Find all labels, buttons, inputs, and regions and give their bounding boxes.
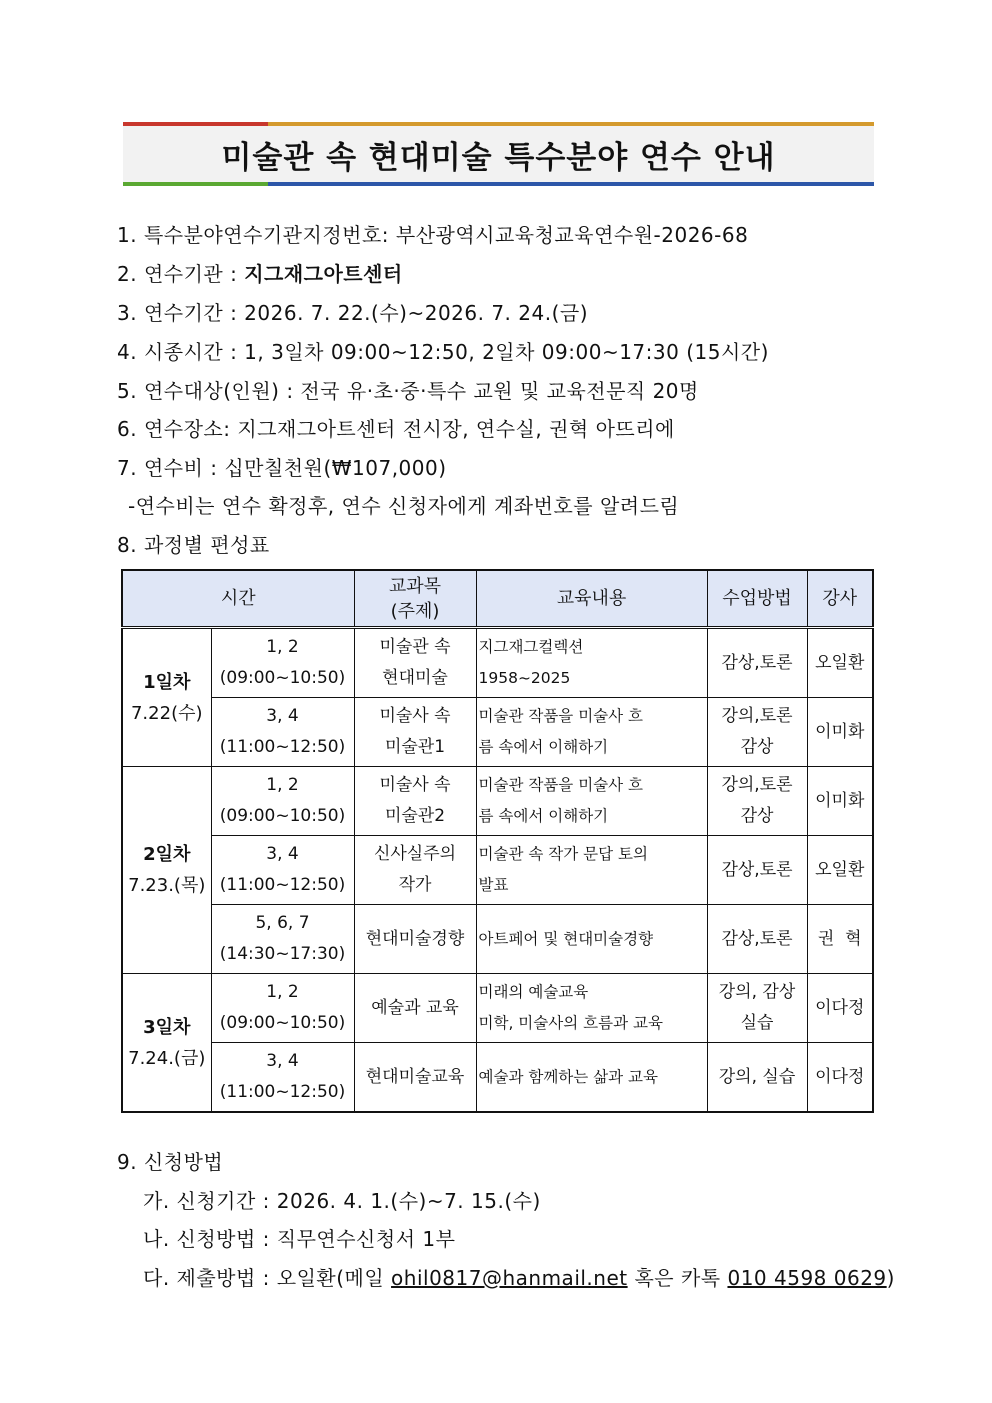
apply-submit-label: 다. 제출방법 : bbox=[143, 1266, 277, 1290]
title-bar-bottom-green bbox=[123, 182, 268, 186]
lecturer-cell: 이다정 bbox=[807, 1043, 873, 1113]
table-row bbox=[122, 974, 873, 1043]
item-2 bbox=[117, 258, 403, 287]
method-cell: 감상,토론 bbox=[707, 836, 807, 905]
header-time: 시간 bbox=[122, 570, 354, 628]
apply-submit bbox=[143, 1262, 895, 1291]
day-cell bbox=[122, 628, 211, 767]
subject-cell bbox=[354, 767, 476, 836]
header-subject-line2: (주제) bbox=[390, 600, 440, 622]
method-cell bbox=[707, 974, 807, 1043]
period: 3, 4 bbox=[266, 844, 299, 864]
item-1: 1. 특수분야연수기관지정번호: 부산광역시교육청교육연수원-2026-68 bbox=[117, 223, 749, 247]
method-line1: 강의,토론 bbox=[721, 775, 793, 795]
subject-cell bbox=[354, 628, 476, 698]
apply-submit-name: 오일환(메일 bbox=[276, 1266, 392, 1290]
subject-cell: 현대미술교육 bbox=[354, 1043, 476, 1113]
day-cell bbox=[122, 974, 211, 1113]
time-range: (11:00~12:50) bbox=[219, 737, 346, 757]
item-2-value: 지그재그아트센터 bbox=[244, 262, 403, 286]
apply-method: 나. 신청방법 : 직무연수신청서 1부 bbox=[143, 1227, 456, 1251]
day-label: 3일차 bbox=[143, 1016, 191, 1038]
subject-cell: 예술과 교육 bbox=[354, 974, 476, 1043]
day-date: 7.22(수) bbox=[130, 702, 203, 724]
method-cell bbox=[707, 698, 807, 767]
apply-submit-mid: 혹은 카톡 bbox=[627, 1266, 728, 1290]
content-cell bbox=[476, 698, 707, 767]
email-link[interactable]: ohil0817@hanmail.net bbox=[391, 1266, 628, 1290]
time-cell bbox=[211, 767, 354, 836]
method-line1: 강의,토론 bbox=[721, 706, 793, 726]
item-8: 8. 과정별 편성표 bbox=[117, 533, 270, 557]
header-subject bbox=[354, 570, 476, 628]
content-line2: 1958~2025 bbox=[478, 669, 571, 687]
method-line2: 감상 bbox=[740, 737, 774, 757]
subject-cell bbox=[354, 698, 476, 767]
lecturer-cell: 오일환 bbox=[807, 628, 873, 698]
subject-line2: 작가 bbox=[398, 875, 432, 895]
subject-line1: 신사실주의 bbox=[373, 844, 457, 864]
time-range: (09:00~10:50) bbox=[219, 806, 346, 826]
time-cell bbox=[211, 1043, 354, 1113]
content-line2: 름 속에서 이해하기 bbox=[478, 738, 609, 756]
item-6: 6. 연수장소: 지그재그아트센터 전시장, 연수실, 권혁 아뜨리에 bbox=[117, 417, 675, 441]
apply-submit-end: ) bbox=[886, 1266, 895, 1290]
day-date: 7.24.(금) bbox=[128, 1047, 206, 1069]
item-2-label: 2. 연수기관 : bbox=[117, 262, 245, 286]
time-range: (11:00~12:50) bbox=[219, 1082, 346, 1102]
content-line1: 지그재그컬렉션 bbox=[478, 638, 584, 656]
lecturer-cell: 오일환 bbox=[807, 836, 873, 905]
lecturer-cell: 권 혁 bbox=[807, 905, 873, 974]
period: 1, 2 bbox=[266, 775, 299, 795]
item-7-note: -연수비는 연수 확정후, 연수 신청자에게 계좌번호를 알려드림 bbox=[128, 494, 680, 518]
table-row bbox=[122, 767, 873, 836]
method-cell: 감상,토론 bbox=[707, 628, 807, 698]
day-label: 1일차 bbox=[143, 671, 191, 693]
item-5: 5. 연수대상(인원) : 전국 유·초·중·특수 교원 및 교육전문직 20명 bbox=[117, 379, 699, 403]
content-cell: 예술과 함께하는 삶과 교육 bbox=[476, 1043, 707, 1113]
content-cell: 아트페어 및 현대미술경향 bbox=[476, 905, 707, 974]
lecturer-cell: 이미화 bbox=[807, 767, 873, 836]
period: 1, 2 bbox=[266, 637, 299, 657]
content-cell bbox=[476, 974, 707, 1043]
time-range: (09:00~10:50) bbox=[219, 1013, 346, 1033]
period: 1, 2 bbox=[266, 982, 299, 1002]
time-cell bbox=[211, 974, 354, 1043]
time-range: (14:30~17:30) bbox=[219, 944, 346, 964]
table-header-row bbox=[122, 570, 873, 628]
item-4: 4. 시종시간 : 1, 3일차 09:00~12:50, 2일차 09:00~17:30 (15시간) bbox=[117, 340, 769, 364]
day-date: 7.23.(목) bbox=[128, 875, 206, 896]
day-label: 2일차 bbox=[143, 844, 191, 865]
subject-line2: 현대미술 bbox=[382, 668, 448, 688]
time-cell bbox=[211, 836, 354, 905]
table-row bbox=[122, 905, 873, 974]
method-cell: 감상,토론 bbox=[707, 905, 807, 974]
header-content: 교육내용 bbox=[476, 570, 707, 628]
time-range: (09:00~10:50) bbox=[219, 668, 346, 688]
period: 5, 6, 7 bbox=[255, 913, 310, 933]
header-method: 수업방법 bbox=[707, 570, 807, 628]
subject-line2: 미술관2 bbox=[384, 806, 446, 826]
subject-line1: 미술사 속 bbox=[379, 775, 451, 795]
content-line1: 미술관 속 작가 문답 토의 bbox=[478, 845, 648, 863]
page-title: 미술관 속 현대미술 특수분야 연수 안내 bbox=[221, 139, 776, 176]
content-line2: 발표 bbox=[478, 876, 509, 894]
content-line1: 미래의 예술교육 bbox=[478, 983, 589, 1001]
content-line1: 미술관 작품을 미술사 흐 bbox=[478, 707, 644, 725]
subject-line1: 미술관 속 bbox=[379, 637, 451, 657]
content-line1: 미술관 작품을 미술사 흐 bbox=[478, 776, 644, 794]
time-cell bbox=[211, 698, 354, 767]
method-cell: 강의, 실습 bbox=[707, 1043, 807, 1113]
subject-cell bbox=[354, 836, 476, 905]
lecturer-cell: 이다정 bbox=[807, 974, 873, 1043]
table-row bbox=[122, 698, 873, 767]
method-line2: 감상 bbox=[740, 806, 774, 826]
content-cell bbox=[476, 836, 707, 905]
title-bar-bottom-blue bbox=[268, 182, 874, 186]
method-cell bbox=[707, 767, 807, 836]
content-line2: 름 속에서 이해하기 bbox=[478, 807, 609, 825]
phone-link[interactable]: 010 4598 0629 bbox=[727, 1266, 887, 1290]
method-line2: 실습 bbox=[740, 1013, 774, 1033]
lecturer-cell: 이미화 bbox=[807, 698, 873, 767]
period: 3, 4 bbox=[266, 706, 299, 726]
table-row bbox=[122, 1043, 873, 1113]
time-cell bbox=[211, 905, 354, 974]
time-range: (11:00~12:50) bbox=[219, 875, 346, 895]
content-cell bbox=[476, 628, 707, 698]
subject-cell: 현대미술경향 bbox=[354, 905, 476, 974]
apply-period: 가. 신청기간 : 2026. 4. 1.(수)~7. 15.(수) bbox=[143, 1189, 541, 1213]
time-cell bbox=[211, 628, 354, 698]
header-subject-line1: 교과목 bbox=[388, 575, 442, 597]
item-7: 7. 연수비 : 십만칠천원(₩107,000) bbox=[117, 456, 447, 480]
table-row bbox=[122, 628, 873, 698]
day-cell bbox=[122, 767, 211, 974]
table-row bbox=[122, 836, 873, 905]
subject-line2: 미술관1 bbox=[384, 737, 446, 757]
content-line2: 미학, 미술사의 흐름과 교육 bbox=[478, 1014, 663, 1032]
content-cell bbox=[476, 767, 707, 836]
header-lecturer: 강사 bbox=[807, 570, 873, 628]
method-line1: 강의, 감상 bbox=[718, 982, 796, 1002]
schedule-table bbox=[121, 569, 874, 1113]
period: 3, 4 bbox=[266, 1051, 299, 1071]
subject-line1: 미술사 속 bbox=[379, 706, 451, 726]
item-3: 3. 연수기간 : 2026. 7. 22.(수)~2026. 7. 24.(금) bbox=[117, 301, 588, 325]
apply-heading: 9. 신청방법 bbox=[117, 1150, 224, 1174]
